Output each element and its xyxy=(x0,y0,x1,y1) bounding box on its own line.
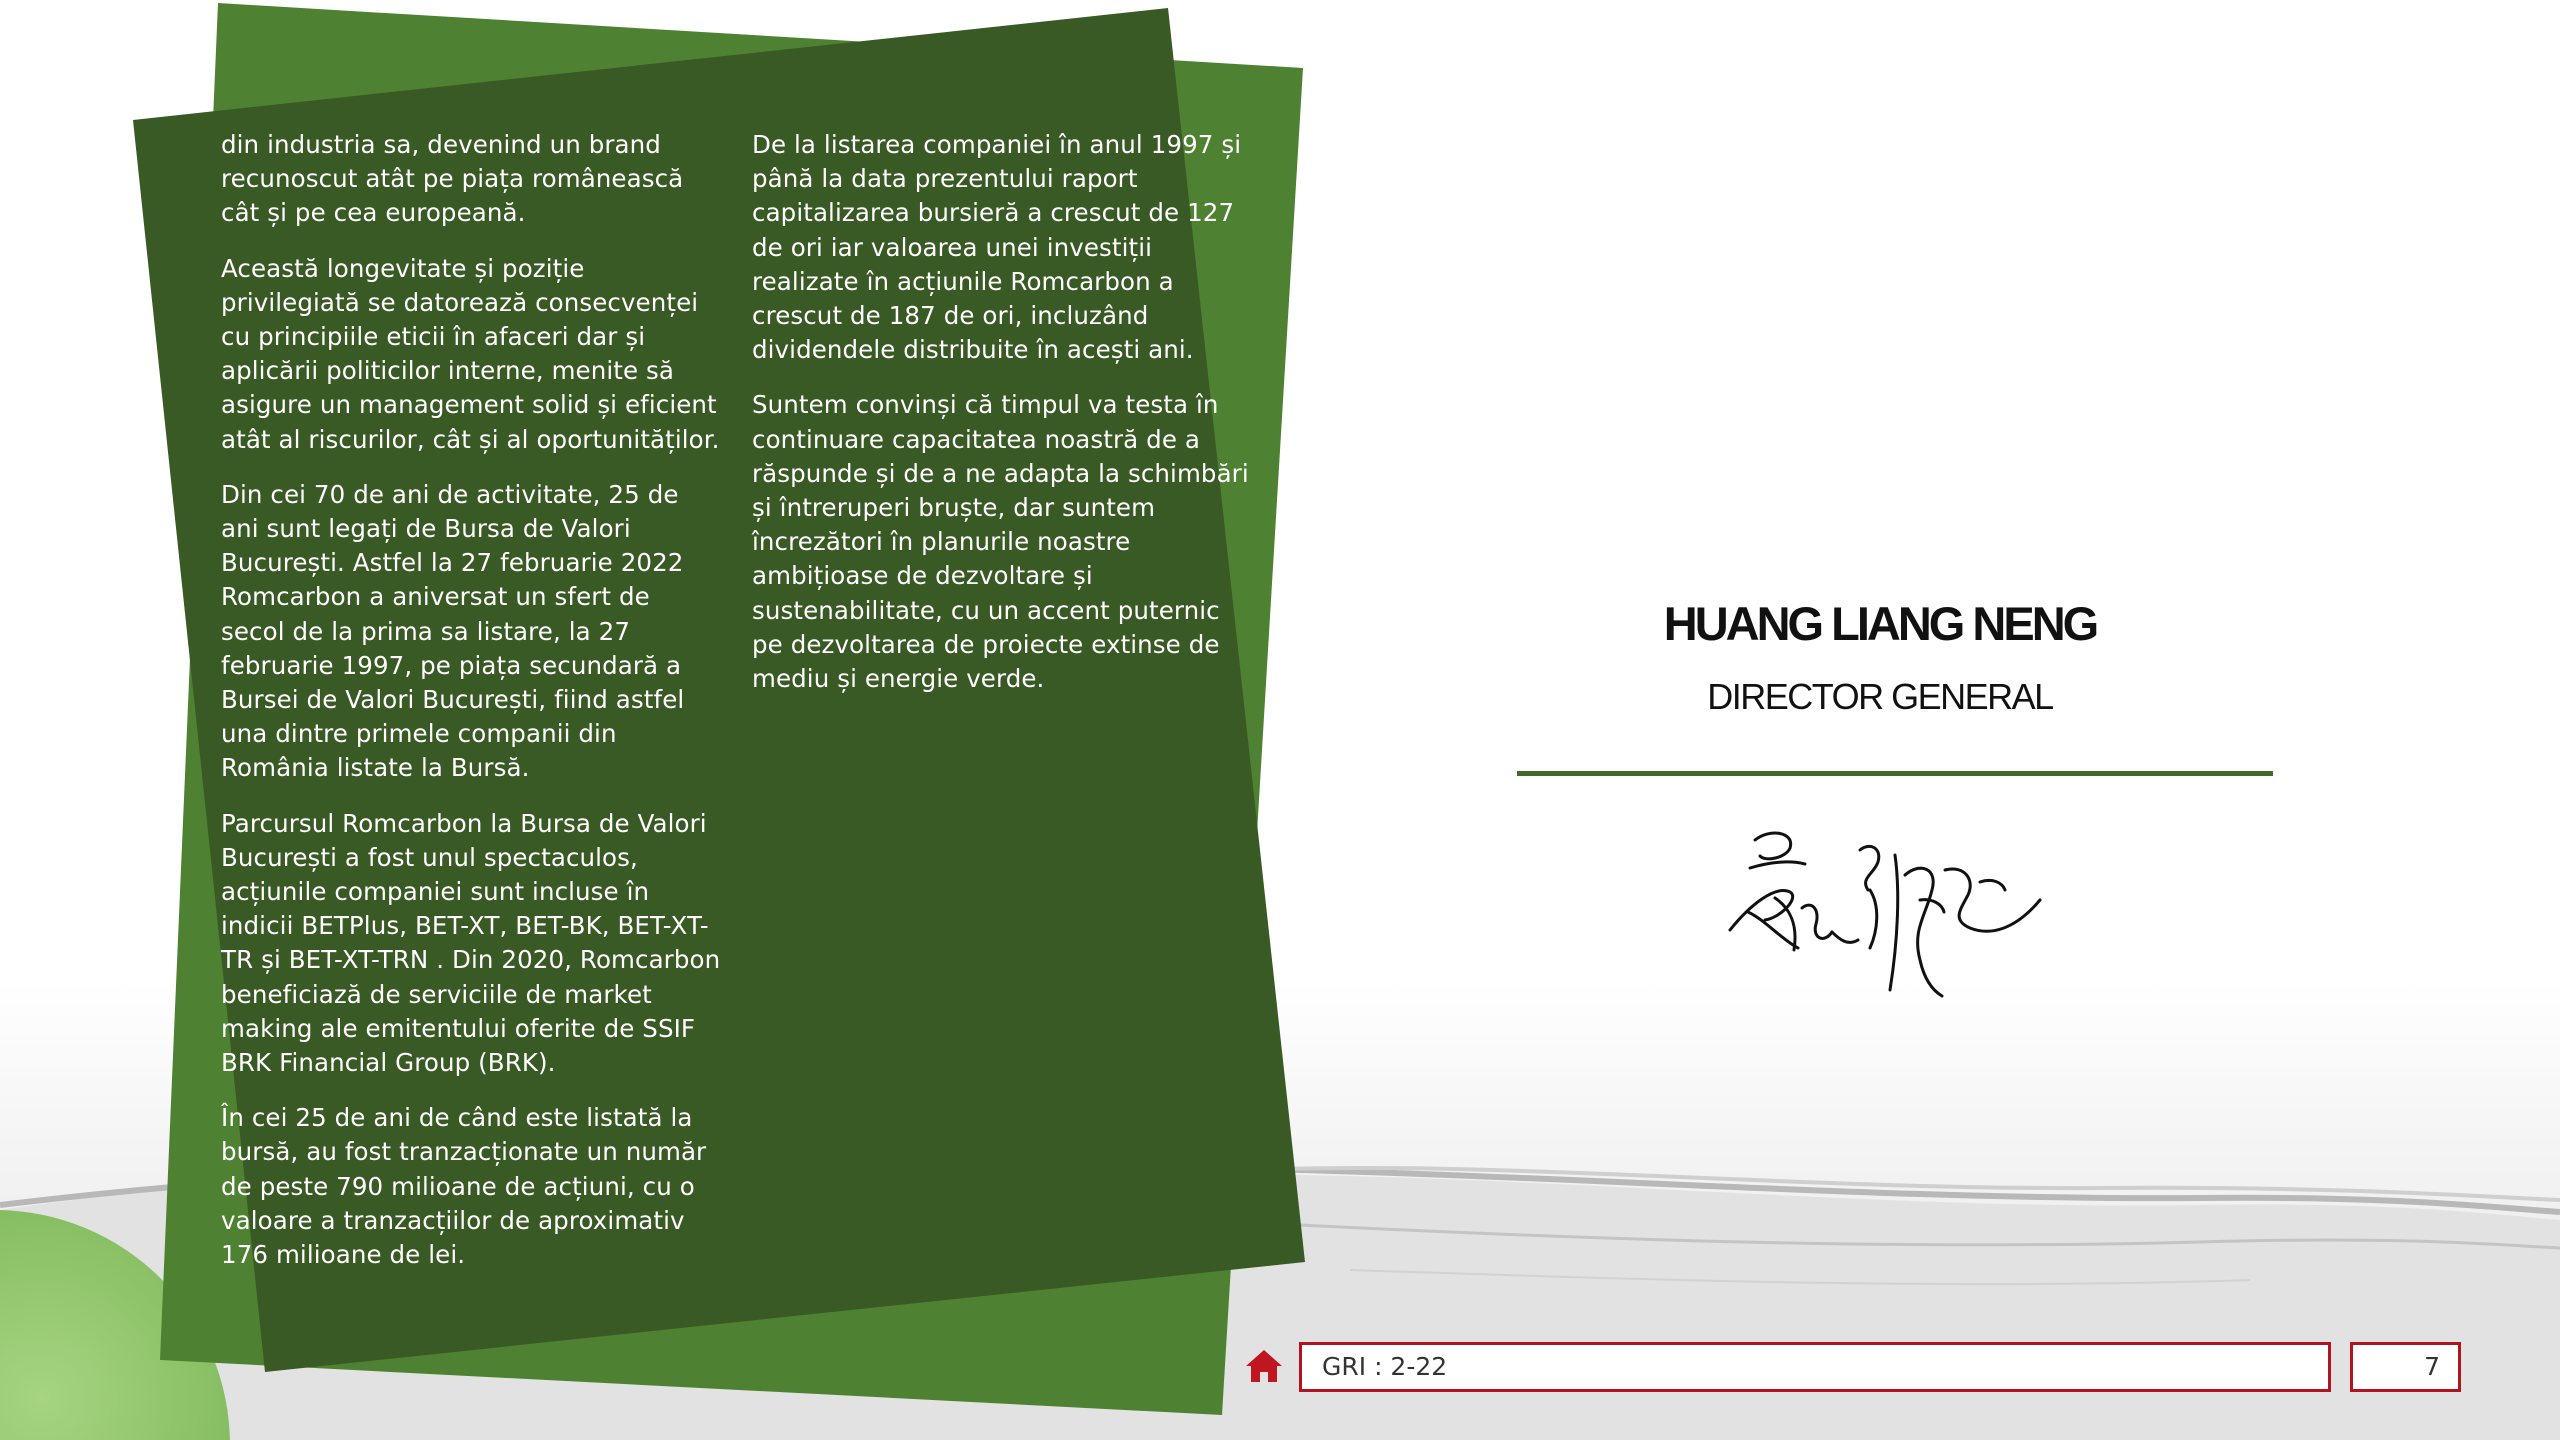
gri-reference-box xyxy=(1299,1342,2331,1392)
left-paragraph-2: Această longevitate și poziție privilegiată se datorează consecvenței cu principiile eticii în afaceri dar și aplicării politicilor interne, menite să asigure un management solid și eficient atât al riscurilor, cât și al oportunităților. xyxy=(221,253,720,454)
gri-reference-text: GRI : 2-22 xyxy=(1322,1352,1448,1381)
left-text-column xyxy=(221,128,721,1293)
page-number-box xyxy=(2350,1342,2461,1392)
left-paragraph-4: Parcursul Romcarbon la Bursa de Valori București a fost unul spectaculos, acțiunile companiei sunt incluse în indicii BETPlus, BET-XT, BET-BK, BET-XT-TR și BET-XT-TRN . Din 2020, Romcarbon beneficiază de serviciile de market making ale emitentului oferite de SSIF BRK Financial Group (BRK). xyxy=(221,808,721,1078)
signatory-name: HUANG LIANG NENG xyxy=(1663,597,2097,650)
divider-line xyxy=(1517,771,2273,776)
page-number: 7 xyxy=(2424,1352,2440,1381)
left-paragraph-1: din industria sa, devenind un brand recunoscut atât pe piața românească cât și pe cea europeană. xyxy=(221,130,684,228)
left-paragraph-5: În cei 25 de ani de când este listată la bursă, au fost tranzacționate un număr de peste 790 milioane de acțiuni, cu o valoare a tranzacțiilor de aproximativ 176 milioane de lei. xyxy=(221,1103,707,1270)
right-paragraph-2: Suntem convinși că timpul va testa în continuare capacitatea noastră de a răspunde și de a ne adapta la schimbări și întreruperi bruște, dar suntem încrezători în planurile noastre ambițioase de dezvoltare și sustenabilitate, cu un accent puternic pe dezvoltarea de proiecte extinse de mediu și energie verde. xyxy=(752,390,1249,694)
right-text-column xyxy=(752,128,1252,717)
left-paragraph-3: Din cei 70 de ani de activitate, 25 de ani sunt legați de Bursa de Valori București. Astfel la 27 februarie 2022 Romcarbon a aniversat un sfert de secol de la prima sa listare, la 27 februarie 1997, pe piața secundară a Bursei de Valori București, fiind astfel una dintre primele companii din România listate la Bursă. xyxy=(221,479,685,783)
signatory-title: DIRECTOR GENERAL xyxy=(1707,676,2053,717)
right-paragraph-1: De la listarea companiei în anul 1997 și până la data prezentului raport capitalizarea bursieră a crescut de 127 de ori iar valoarea unei investiții realizate în acțiunile Romcarbon a crescut de 187 de ori, incluzând dividendele distribuite în acești ani. xyxy=(752,130,1242,365)
signature-image xyxy=(1720,820,2060,1010)
home-icon[interactable] xyxy=(1244,1348,1284,1384)
